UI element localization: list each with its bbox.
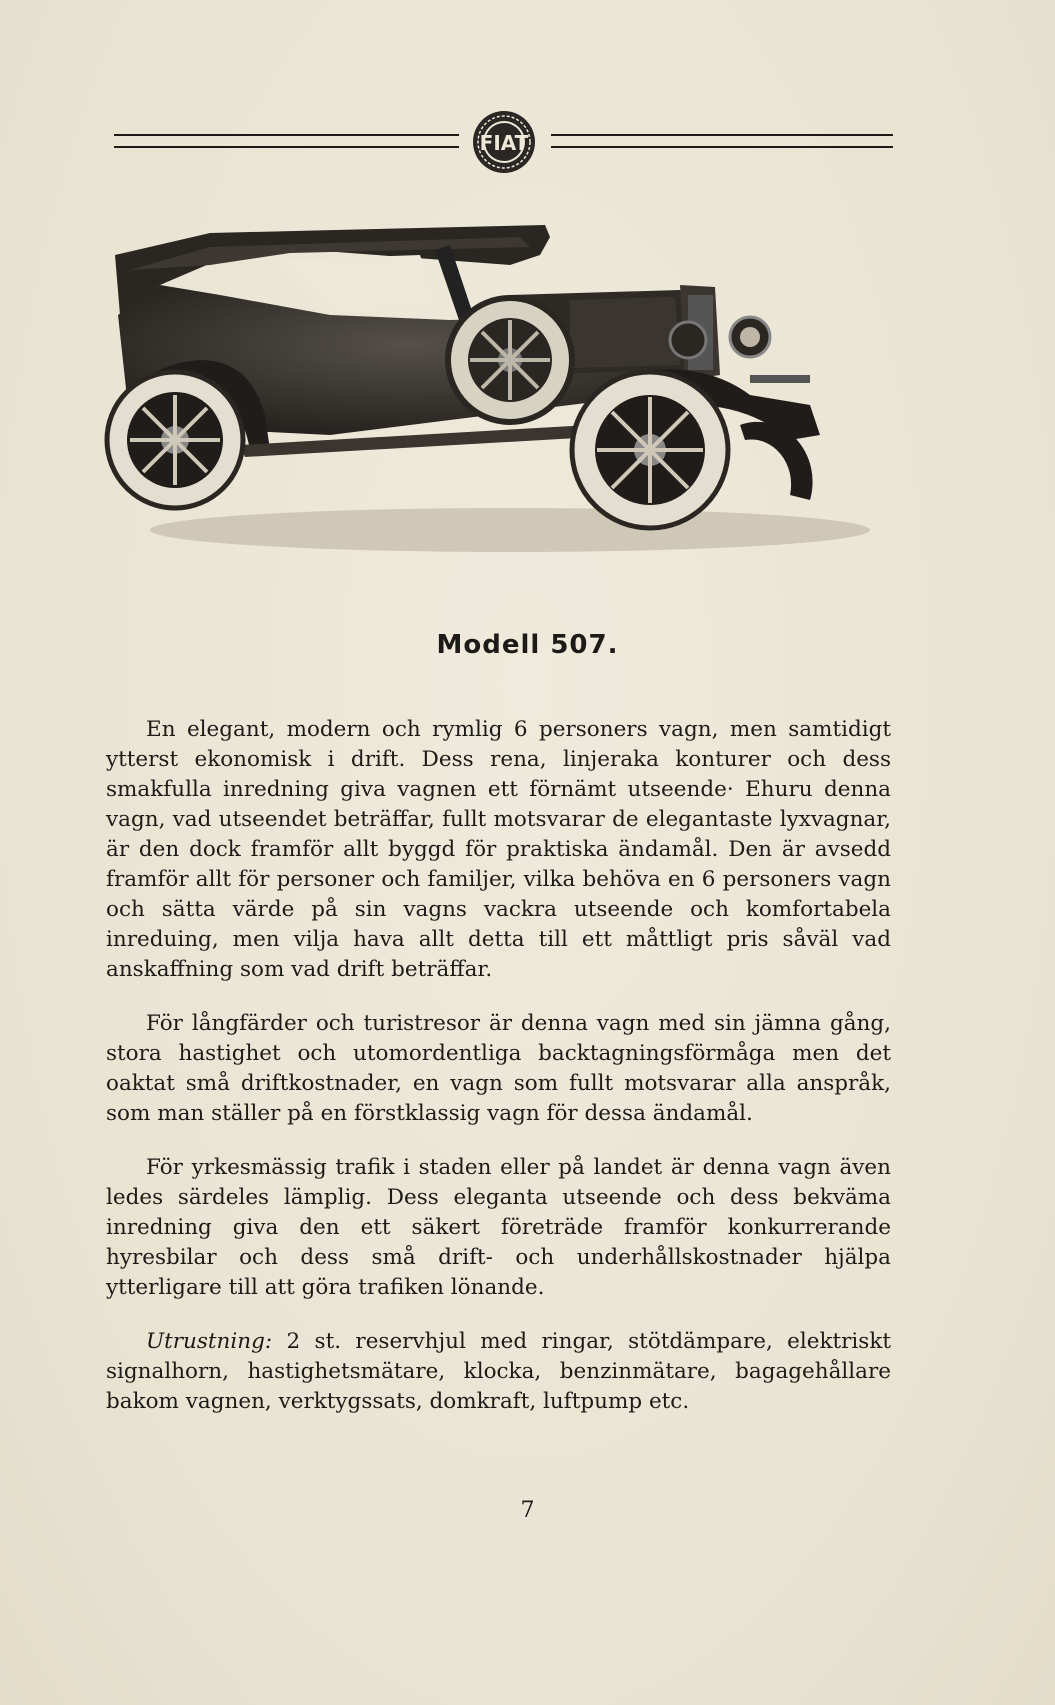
equipment-text: 2 st. reservhjul med ringar, stötdämpare, elektriskt signalhorn, hastighetsmätare, klocka, benzinmätare, bagagehållare bakom vagnen, verktygssats, domkraft, luftpump etc. — [106, 1329, 891, 1414]
logo-text: FIAT — [479, 131, 529, 155]
header-rule-right — [551, 134, 893, 148]
paragraph-intro: En elegant, modern och rymlig 6 personers vagn, men samtidigt ytterst ekonomisk i drift. Dess rena, linjeraka konturer och dess smakfulla inredning giva vagnen ett förnämt utseende· Ehuru denna vagn, vad utseendet beträffar, fullt motsvarar de elegantaste lyxvagnar, är den dock framför allt byggd för praktiska ändamål. Den är avsedd framför allt för personer och familjer, vilka behöva en 6 personers vagn och sätta värde på sin vagns vackra utseende och komfortabela inreduing, men vilja hava allt detta till ett måttligt pris såväl vad anskaffning som vad drift beträffar. — [106, 717, 891, 982]
equipment-label: Utrustning: — [146, 1329, 273, 1354]
paragraph-commercial: För yrkesmässig trafik i staden eller på landet är denna vagn även ledes särdeles lämplig. Dess eleganta utseende och dess bekväma inredning giva den ett säkert företräde framför konkurrerande hyresbilar och dess små drift- och underhållskostnader hjälpa ytterligare till att göra trafiken lönande. — [106, 1155, 891, 1300]
page-number: 7 — [520, 1498, 535, 1523]
header-rule-left — [114, 134, 459, 148]
paragraph-equipment — [106, 1327, 891, 1417]
model-title: Modell 507. — [436, 630, 619, 660]
description-text — [106, 715, 891, 1441]
paragraph-touring: För långfärder och turistresor är denna vagn med sin jämna gång, stora hastighet och utomordentliga backtagningsförmåga men det oaktat små driftkostnader, en vagn som fullt motsvarar alla anspråk, som man ställer på en förstklassig vagn för dessa ändamål. — [106, 1011, 891, 1126]
car-illustration — [90, 225, 890, 585]
fiat-logo — [470, 108, 538, 176]
